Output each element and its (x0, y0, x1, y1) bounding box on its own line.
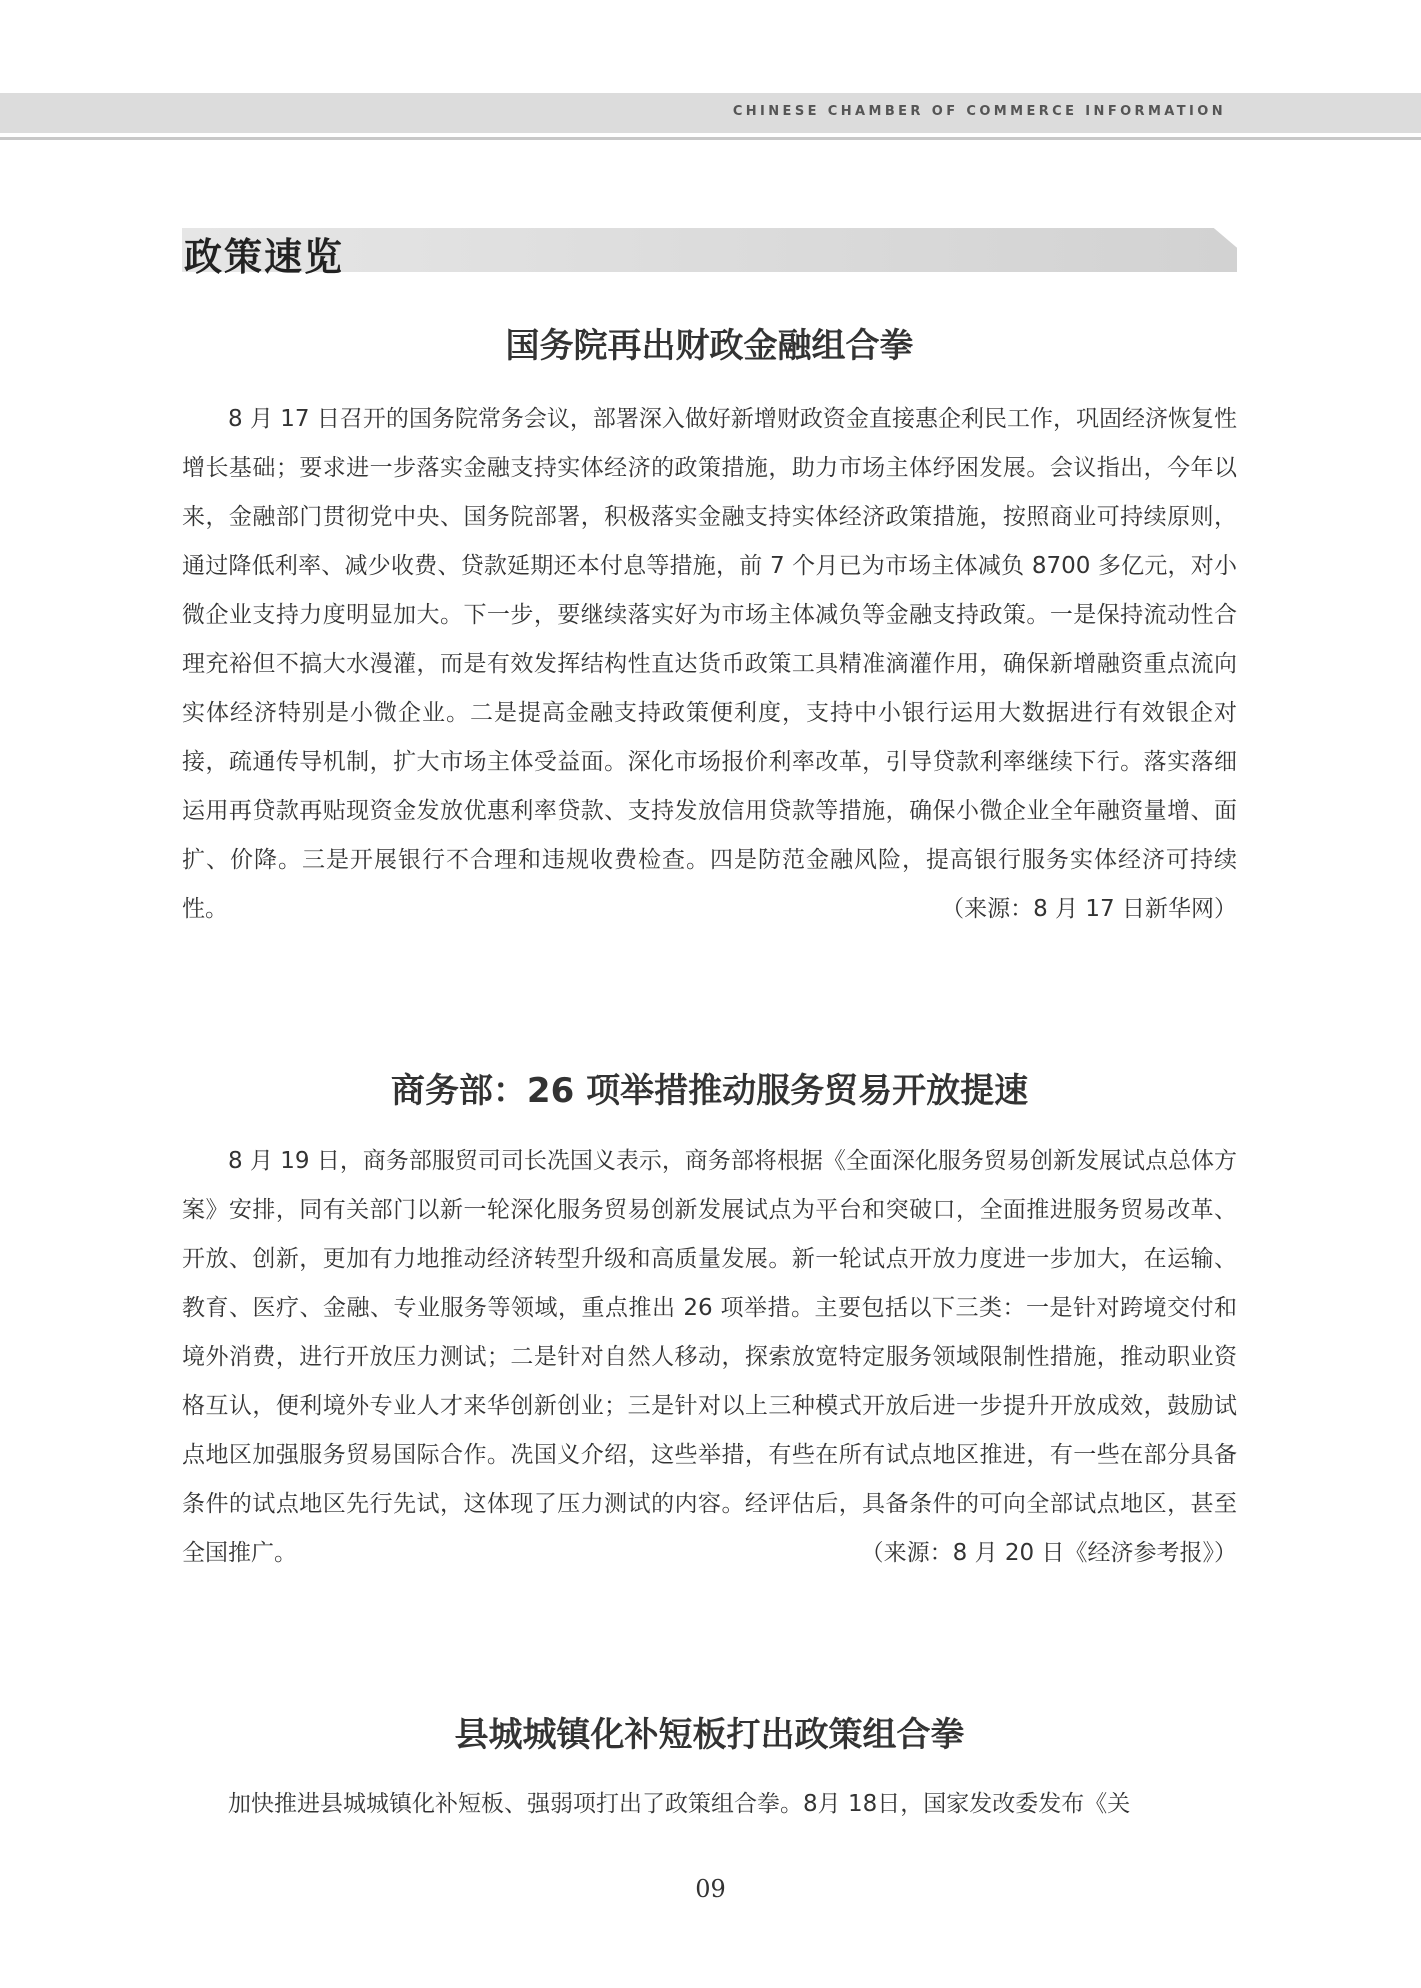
header-divider (0, 137, 1421, 140)
running-title: CHINESE CHAMBER OF COMMERCE INFORMATION (732, 104, 1226, 119)
article-body-1-text: 8 月 17 日召开的国务院常务会议，部署深入做好新增财政资金直接惠企利民工作，巩固经济恢复性增长基础；要求进一步落实金融支持实体经济的政策措施，助力市场主体纾困发展。会议指出，今年以来，金融部门贯彻党中央、国务院部署，积极落实金融支持实体经济政策措施，按照商业可持续原则，通过降低利率、减少收费、贷款延期还本付息等措施，前 7 个月已为市场主体减负 8700 多亿元，对小微企业支持力度明显加大。下一步，要继续落实好为市场主体减负等金融支持政策。一是保持流动性合理充裕但不搞大水漫灌，而是有效发挥结构性直达货币政策工具精准滴灌作用，确保新增融资重点流向实体经济特别是小微企业。二是提高金融支持政策便利度，支持中小银行运用大数据进行有效银企对接，疏通传导机制，扩大市场主体受益面。深化市场报价利率改革，引导贷款利率继续下行。落实落细运用再贷款再贴现资金发放优惠利率贷款、支持发放信用贷款等措施，确保小微企业全年融资量增、面扩、价降。三是开展银行不合理和违规收费检查。四是防范金融风险，提高银行服务实体经济可持续性。 (182, 406, 1237, 922)
article-body-2 (182, 1137, 1237, 1578)
article-body-2-text: 8 月 19 日，商务部服贸司司长冼国义表示，商务部将根据《全面深化服务贸易创新发展试点总体方案》安排，同有关部门以新一轮深化服务贸易创新发展试点为平台和突破口，全面推进服务贸易改革、开放、创新，更加有力地推动经济转型升级和高质量发展。新一轮试点开放力度进一步加大，在运输、教育、医疗、金融、专业服务等领域，重点推出 26 项举措。主要包括以下三类：一是针对跨境交付和境外消费，进行开放压力测试；二是针对自然人移动，探索放宽特定服务领域限制性措施，推动职业资格互认，便利境外专业人才来华创新创业；三是针对以上三种模式开放后进一步提升开放成效，鼓励试点地区加强服务贸易国际合作。冼国义介绍，这些举措，有些在所有试点地区推进，有一些在部分具备条件的试点地区先行先试，这体现了压力测试的内容。经评估后，具备条件的可向全部试点地区，甚至全国推广。 (182, 1148, 1237, 1566)
article-title-1: 国务院再出财政金融组合拳 (505, 326, 914, 366)
article-body-3-text: 加快推进县城城镇化补短板、强弱项打出了政策组合拳。8月 18日，国家发改委发布《关 (228, 1791, 1131, 1817)
page-number: 09 (695, 1875, 726, 1903)
section-title: 政策速览 (184, 234, 345, 279)
article-source-2: （来源：8 月 20 日《经济参考报》） (860, 1540, 1237, 1566)
article-source-1: （来源：8 月 17 日新华网） (941, 896, 1237, 922)
article-title-3: 县城城镇化补短板打出政策组合拳 (454, 1715, 965, 1755)
article-body-3 (182, 1780, 1237, 1829)
article-body-1 (182, 395, 1237, 934)
article-title-2: 商务部：26 项举措推动服务贸易开放提速 (390, 1071, 1029, 1111)
